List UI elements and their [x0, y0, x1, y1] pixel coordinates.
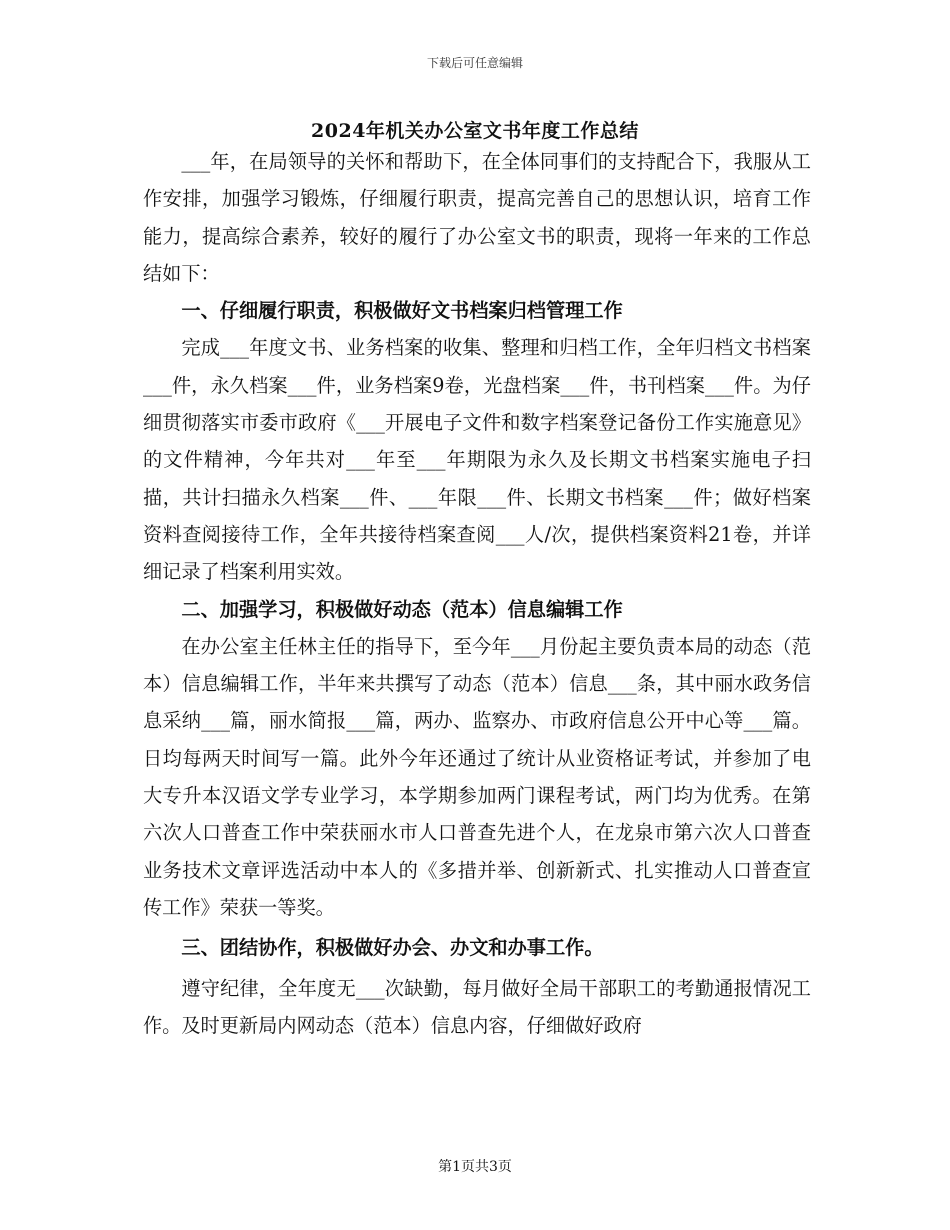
- document-title: 2024年机关办公室文书年度工作总结: [311, 120, 639, 142]
- section-paragraph-3: 遵守纪律，全年度无___次缺勤，每月做好全局干部职工的考勤通报情况工作。及时更新局内网动态（范本）信息内容，仔细做好政府: [143, 976, 811, 1037]
- section-heading-3: 三、团结协作，积极做好办会、办文和办事工作。: [181, 936, 604, 960]
- page-number: 第1页共3页: [438, 1159, 512, 1175]
- intro-paragraph: ___年，在局领导的关怀和帮助下，在全体同事们的支持配合下，我服从工作安排，加强学习锻炼，仔细履行职责，提高完善自己的思想认识，培育工作能力，提高综合素养，较好的履行了办公室文书的职责，现将一年来的工作总结如下：: [143, 150, 811, 285]
- section-paragraph-2: 在办公室主任林主任的指导下，至今年___月份起主要负责本局的动态（范本）信息编辑工作，半年来共撰写了动态（范本）信息___条，其中丽水政务信息采纳___篇，丽水简报___篇，两办、监察办、市政府信息公开中心等___篇。日均每两天时间写一篇。此外今年还通过了统计从业资格证考试，并参加了电大专升本汉语文学专业学习，本学期参加两门课程考试，两门均为优秀。在第六次人口普查工作中荣获丽水市人口普查先进个人，在龙泉市第六次人口普查业务技术文章评选活动中本人的《多措并举、创新新式、扎实推动人口普查宣传工作》荣获一等奖。: [143, 634, 811, 919]
- section-heading-2: 二、加强学习，积极做好动态（范本）信息编辑工作: [181, 597, 623, 621]
- document-body: [143, 143, 811, 1044]
- section-heading-1: 一、仔细履行职责，积极做好文书档案归档管理工作: [181, 299, 623, 323]
- section-paragraph-1: 完成___年度文书、业务档案的收集、整理和归档工作，全年归档文书档案___件，永久档案___件，业务档案9卷，光盘档案___件，书刊档案___件。为仔细贯彻落实市委市政府《___开展电子文件和数字档案登记备份工作实施意见》的文件精神，今年共对___年至___年期限为永久及长期文书档案实施电子扫描，共计扫描永久档案___件、___年限___件、长期文书档案___件；做好档案资料查阅接待工作，全年共接待档案查阅___人/次，提供档案资料21卷，并详细记录了档案利用实效。: [143, 336, 811, 584]
- page-header-note: 下载后可任意编辑: [426, 56, 523, 70]
